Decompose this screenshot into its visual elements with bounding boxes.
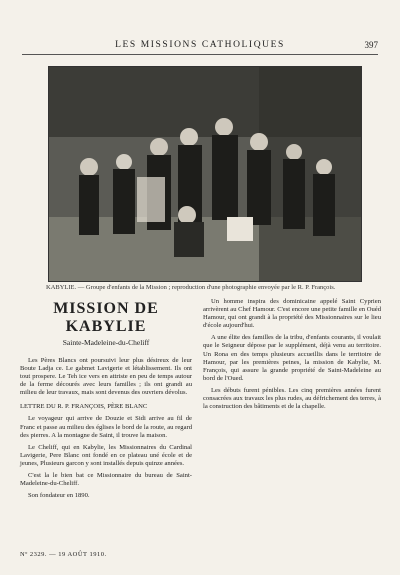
article-title: MISSION DE KABYLIE	[53, 300, 159, 335]
paragraph: A une élite des familles de la tribu, d'enfants courants, il voulait que le Seigneur dépose par le supplément, déjà venu au territoire. Un Rona en des temps plusieurs accueillis dans le territoire de Hamour, par les premières peines, la mission de Kabylie, M. François, qui assure la grande propriété de Saint-Madeleine au bord de l'Oued.	[203, 334, 381, 382]
article-subtitle: Sainte-Madeleine-du-Cheliff	[62, 338, 150, 347]
journal-title: LES MISSIONS CATHOLIQUES	[115, 40, 285, 50]
paragraph: Les Pères Blancs ont poursuivi leur plus désireux de leur Boute Ladja ce. Le gabmet Lavigerie et létablissement. Ils ont tout prospere. Le Teh ice vers en attriste en peu de temps autour de la ferme décourés avec leurs familles ; ils ont grandi au milieu de leur travaux, mais sont devenus des ouvriers dévolus.	[20, 357, 192, 397]
photo-illustration	[49, 67, 361, 281]
paragraph: Les débuts furent pénibles. Les cinq premières années furent consacrées aux travaux les plus rudes, au défrichement des terres, à la construction des bâtiments et de la chapelle.	[203, 386, 381, 411]
paragraph: Un homme inspira des dominicaine appelé Saint Cyprien arrivèrent au Chef Hamour. C'est encore une petite famille en Ouéd Hamour, qui ont grandi à la propriété des Missionnaires sur le lieu d'école aujourd'hui.	[203, 298, 381, 330]
paragraph: Le Cheliff, qui en Kabylie, les Missionnaires du Cardinal Lavigerie, Pere Blanc ont fondé en ce plateau uné école et de jeunes, Plusieurs garcon y sont installés depuis quinze années.	[20, 443, 192, 467]
running-header	[22, 38, 378, 55]
photo-caption: KABYLIE. — Groupe d'enfants de la Mission ; reproduction d'une photographie envoyée par le R. P. François.	[46, 284, 336, 291]
issue-footer: Nº 2329. — 19 AOÛT 1910.	[20, 551, 107, 558]
page-number: 397	[364, 40, 378, 50]
letter-byline: LETTRE DU R. P. FRANÇOIS, PÈRE BLANC	[20, 403, 148, 411]
left-column	[20, 298, 192, 504]
paragraph: Le voyageur qui arrive de Douzie et Sidi arrive au fil de Franc et passe au milieu des églises le bord de la route, au regard des pierres. A la montagne de Saint, il trouve la maison.	[20, 415, 192, 439]
paragraph: Son fondateur en 1890.	[28, 492, 90, 500]
paragraph: C'est la le bien bat ce Missionnaire du bureau de Saint-Madeleine-du-Cheliff.	[20, 472, 192, 488]
group-photo	[48, 66, 362, 282]
right-column	[203, 298, 381, 415]
